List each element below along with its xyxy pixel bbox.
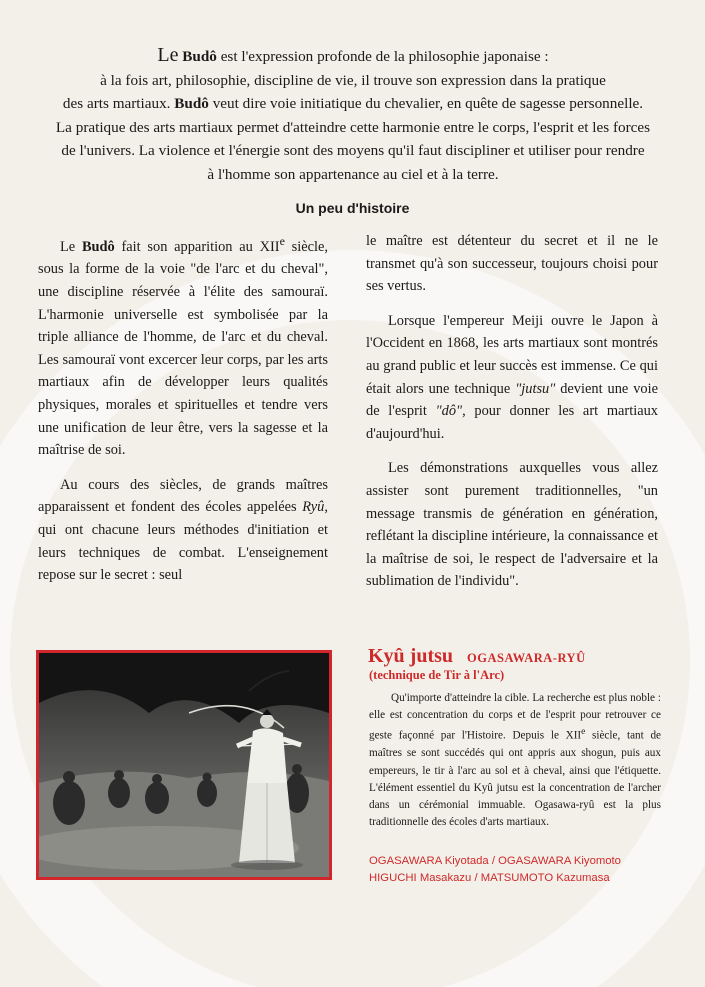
intro-budo-word: Budô bbox=[182, 48, 217, 65]
intro-line-2: à la fois art, philosophie, discipline de vie, il trouve son expression dans la pratique bbox=[100, 71, 606, 89]
intro-line-3a: des arts martiaux. bbox=[62, 95, 175, 113]
ryu-word: Ryû bbox=[302, 499, 325, 516]
do-word: "dô" bbox=[435, 403, 463, 420]
text-run: Le bbox=[60, 238, 82, 255]
names-line-1: OGASAWARA Kiyotada / OGASAWARA Kiyomoto bbox=[369, 855, 621, 867]
history-paragraph-1 bbox=[38, 230, 328, 462]
text-run: siècle, sous la forme de la voie "de l'arc et du cheval", une discipline réservée à l'élite des samouraï. L'harmonie universelle est symbolisée par la triple alliance de l'homme, de l'arc et du cheval. Les samouraï vont excercer leur corps, par les arts martiaux afin de développer leurs qualités physiques, morales et spirituelles et tendre vers une unification de leur être, vers la sagesse et la maîtrise de soi. bbox=[38, 238, 328, 459]
left-column bbox=[38, 230, 328, 599]
archery-photo bbox=[36, 650, 332, 880]
text-run: Qu'importe d'atteindre la cible. La recherche est plus noble : elle est concentration du corps et de l'esprit pour retrouver ce geste façonné par l'Histoire. Depuis le XII bbox=[369, 692, 661, 743]
archery-scene-illustration bbox=[39, 653, 329, 877]
history-paragraph-3: le maître est détenteur du secret et il ne le transmet qu'à son successeur, toujours choisi pour ses vertus. bbox=[366, 233, 658, 295]
section-title: Un peu d'histoire bbox=[295, 200, 410, 216]
text-run: , qui ont chacune leurs méthodes d'initiation et leurs techniques de combat. L'enseignement repose sur le secret : seul bbox=[38, 499, 328, 584]
kyujutsu-title: Kyû jutsu bbox=[368, 645, 454, 667]
superscript: e bbox=[581, 727, 586, 738]
history-paragraph-5: Les démonstrations auxquelles vous allez assister sont purement traditionnelles, "un message transmis de génération en génération, reflétant la discipline intérieure, la connaissance et la maîtrise de soi, le respect de l'adversaire et la sublimation de l'individu". bbox=[366, 460, 658, 590]
budo-word: Budô bbox=[81, 238, 115, 255]
history-paragraph-2 bbox=[38, 474, 328, 587]
kyujutsu-subtitle: (technique de Tir à l'Arc) bbox=[369, 668, 505, 682]
kyujutsu-heading bbox=[368, 645, 586, 668]
intro-line-4: La pratique des arts martiaux permet d'atteindre cette harmonie entre le corps, l'esprit et les forces bbox=[55, 118, 651, 136]
jutsu-word: "jutsu" bbox=[515, 380, 556, 397]
performer-names bbox=[369, 853, 669, 887]
text-run: siècle, tant de maîtres se sont succédés qui ont appris aux shogun, puis aux empereurs, le tir à l'arc au sol et à cheval, ainsi que l'étiquette. L'élément essentiel du Kyû jutsu est la concentration de l'archer dans un cérémonial immuable. Ogasawa-ryû est la plus traditionnelle des écoles d'arts martiaux. bbox=[369, 730, 661, 829]
text-run: fait son apparition au XII bbox=[114, 238, 280, 255]
history-paragraph-4 bbox=[366, 310, 658, 446]
text-run: Au cours des siècles, de grands maîtres apparaissent et fondent des écoles appelées bbox=[38, 476, 328, 516]
intro-lead-word: Le bbox=[157, 44, 179, 66]
text-run: devient une voie de l'esprit bbox=[366, 380, 658, 420]
text-run: Lorsque l'empereur Meiji ouvre le Japon à l'Occident en 1868, les arts martiaux sont montrés au grand public et leur succès est immense. Ce qui était alors une technique bbox=[366, 312, 658, 397]
intro-line-6: à l'homme son appartenance au ciel et à la terre. bbox=[207, 165, 499, 183]
names-line-2: HIGUCHI Masakazu / MATSUMOTO Kazumasa bbox=[369, 872, 610, 884]
intro-paragraph bbox=[28, 44, 678, 187]
kyujutsu-school: OGASAWARA-RYÛ bbox=[467, 651, 586, 665]
text-run: , pour donner les art martiaux d'aujourd'hui. bbox=[366, 403, 658, 442]
intro-budo-word-2: Budô bbox=[174, 95, 209, 113]
superscript: e bbox=[279, 234, 285, 248]
kyujutsu-paragraph bbox=[369, 690, 661, 831]
right-column bbox=[366, 230, 658, 605]
intro-line-5: de l'univers. La violence et l'énergie sont des moyens qu'il faut discipliner et utiliser pour rendre bbox=[61, 142, 645, 160]
kyujutsu-description bbox=[369, 690, 661, 831]
intro-line-3b: veut dire voie initiatique du chevalier, en quête de sagesse personnelle. bbox=[208, 95, 644, 113]
intro-line-1: est l'expression profonde de la philosophie japonaise : bbox=[216, 48, 549, 65]
